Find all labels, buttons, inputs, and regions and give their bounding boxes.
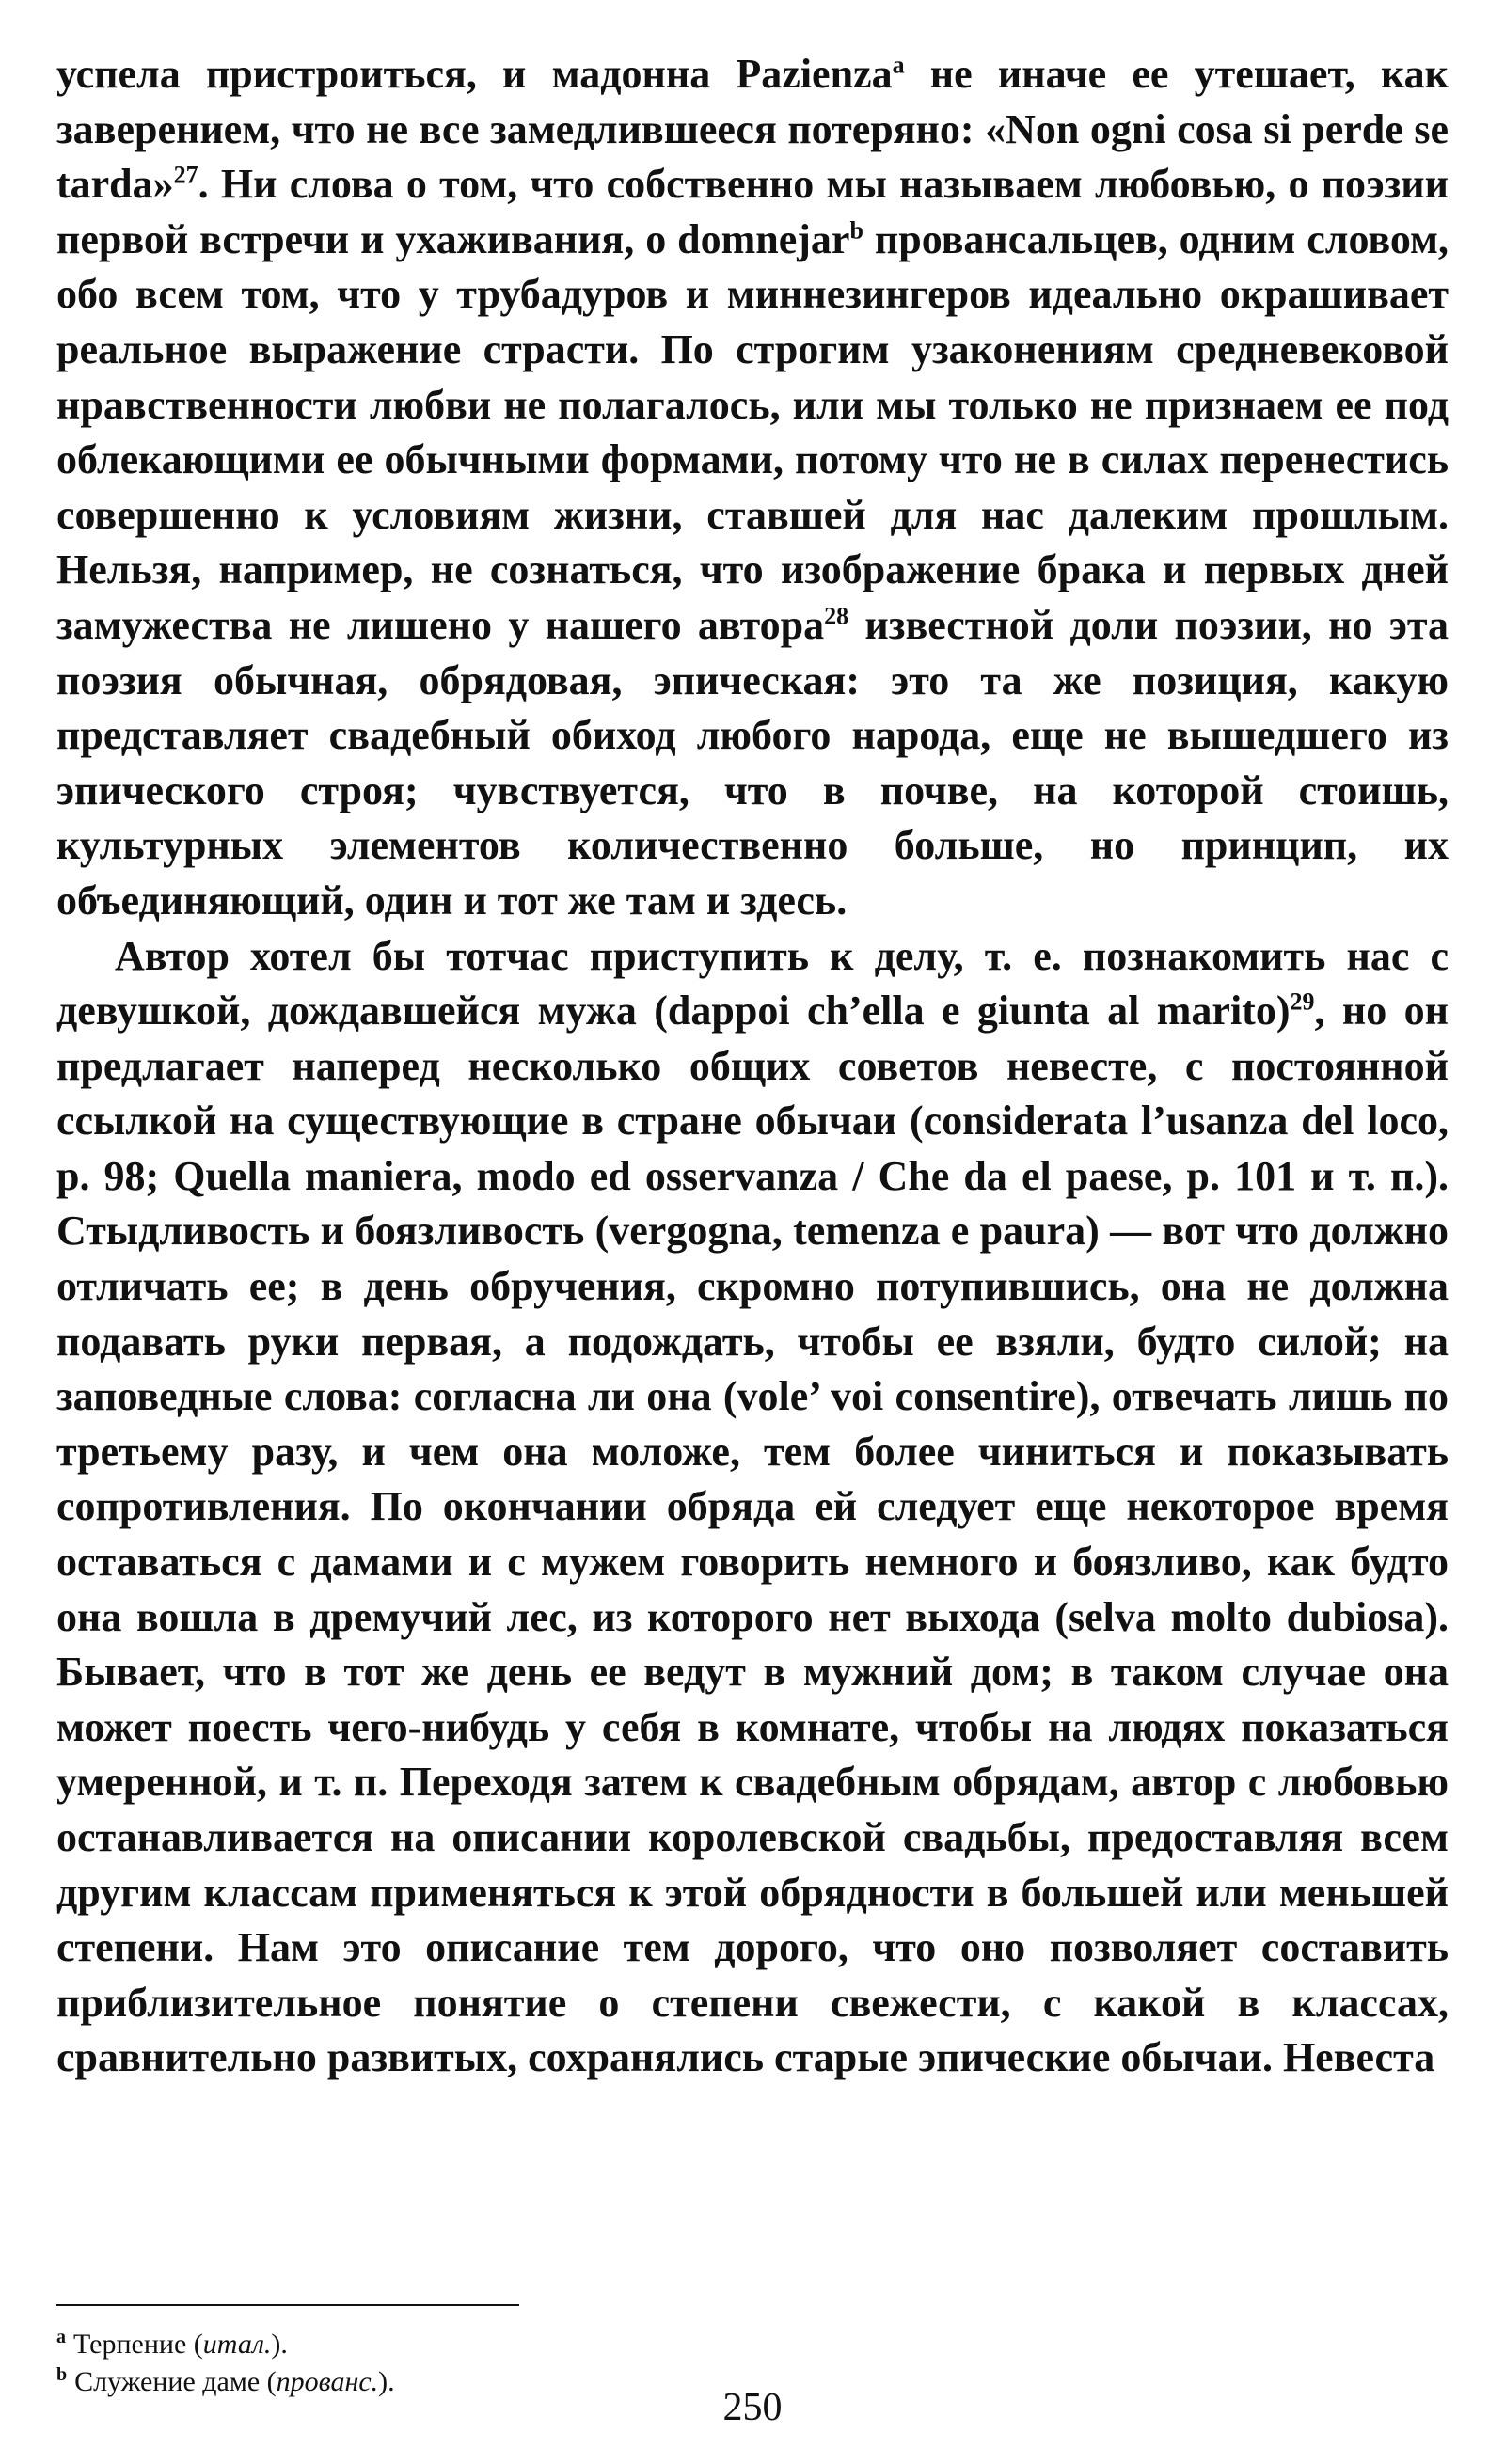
footnote-reference: a bbox=[892, 51, 905, 79]
footnote-mark: a bbox=[56, 2327, 66, 2347]
footnote-reference: b bbox=[849, 216, 863, 245]
text-run: известной доли поэзии, но эта поэзия обычная, обрядовая, эпическая: это та же позиция, какую представляет свадебный обиход любого народа, еще не вышедшего из эпического строя; чувствуется, что в почве, на которой стоишь, культурных элементов количественно больше, но принцип, их объединяющий, один и тот же там и здесь. bbox=[56, 601, 1449, 924]
text-run: провансальцев, одним словом, обо всем том, что у трубадуров и миннезингеров идеально окрашивает реальное выражение страсти. По строгим узаконениям средневековой нравственности любви не полагалось, или мы только не признаем ее под облекающими ее обычными формами, потому что не в силах перенестись совершенно к условиям жизни, ставшей для нас далеким прошлым. Нельзя, например, не сознаться, что изображение брака и первых дней замужества не лишено у нашего автора bbox=[56, 215, 1449, 648]
text-run: , но он предлагает наперед несколько общих советов невесте, с постоянной ссылкой на существующие в стране обычаи (considerata l’usanza del loco, p. 98; Quella maniera, modo ed osservanza / Che da el paese, p. 101 и т. п.). Стыдливость и боязливость (vergogna, temenza e paura) — вот что должно отличать ее; в день обручения, скромно потупившись, она не должна подавать руки первая, а подождать, чтобы ее взяли, будто силой; на заповедные слова: согласна ли она (vole’ voi consentire), отвечать лишь по третьему разу, и чем она моложе, тем более чиниться и показывать сопротивления. По окончании обряда ей следует еще некоторое время оставаться с дамами и с мужем говорить немного и боязливо, как будто она вошла в дремучий лес, из которого нет выхода (selva molto dubiosa). Бывает, что в тот же день ее ведут в мужний дом; в таком случае она может поесть чего-нибудь у себя в комнате, чтобы на людях показаться умеренной, и т. п. Переходя затем к свадебным обрядам, автор с любовью останавливается на описании королевской свадьбы, предоставляя всем другим классам применяться к этой обрядности в большей или меньшей степени. Нам это описание тем дорого, что оно позволяет составить приблизительное понятие о степени свежести, с какой в классах, сравнительно развитых, сохранялись старые эпические обычаи. Невеста bbox=[56, 987, 1450, 2081]
footnote-language: прованс. bbox=[276, 2366, 379, 2397]
footnote-reference: 27 bbox=[173, 161, 198, 189]
footnote-mark: b bbox=[56, 2364, 68, 2385]
footnote-text: Служение даме ( bbox=[74, 2366, 277, 2397]
text-run: не иначе ее утешает, как заверением, что не все замедлившееся потеряно: «Non ogni cosa si perde se tarda» bbox=[56, 51, 1449, 208]
footnote-divider bbox=[56, 2304, 519, 2306]
text-run: . Ни слова о том, что собственно мы называем любовью, о поэзии первой встречи и ухаживания, о domnejar bbox=[56, 161, 1449, 262]
page-number: 250 bbox=[722, 2386, 783, 2429]
text-run: Автор хотел бы тотчас приступить к делу, т. е. познакомить нас с девушкой, дождавшейся мужа (dappoi ch’ella e giunta al marito) bbox=[56, 932, 1449, 1035]
paragraph-2 bbox=[56, 929, 1449, 2086]
footnote-language: итал. bbox=[202, 2329, 272, 2360]
footnote-close: ). bbox=[378, 2366, 395, 2397]
footnote-close: ). bbox=[271, 2329, 288, 2360]
paragraph-1 bbox=[56, 47, 1449, 929]
footnote-reference: 28 bbox=[824, 602, 849, 630]
footnote-a bbox=[56, 2326, 997, 2363]
footnote-reference: 29 bbox=[1290, 987, 1315, 1016]
footnote-text: Терпение ( bbox=[73, 2329, 203, 2360]
text-run: успела пристроиться, и мадонна Pazienza bbox=[56, 51, 893, 97]
page-body bbox=[56, 47, 1449, 2086]
